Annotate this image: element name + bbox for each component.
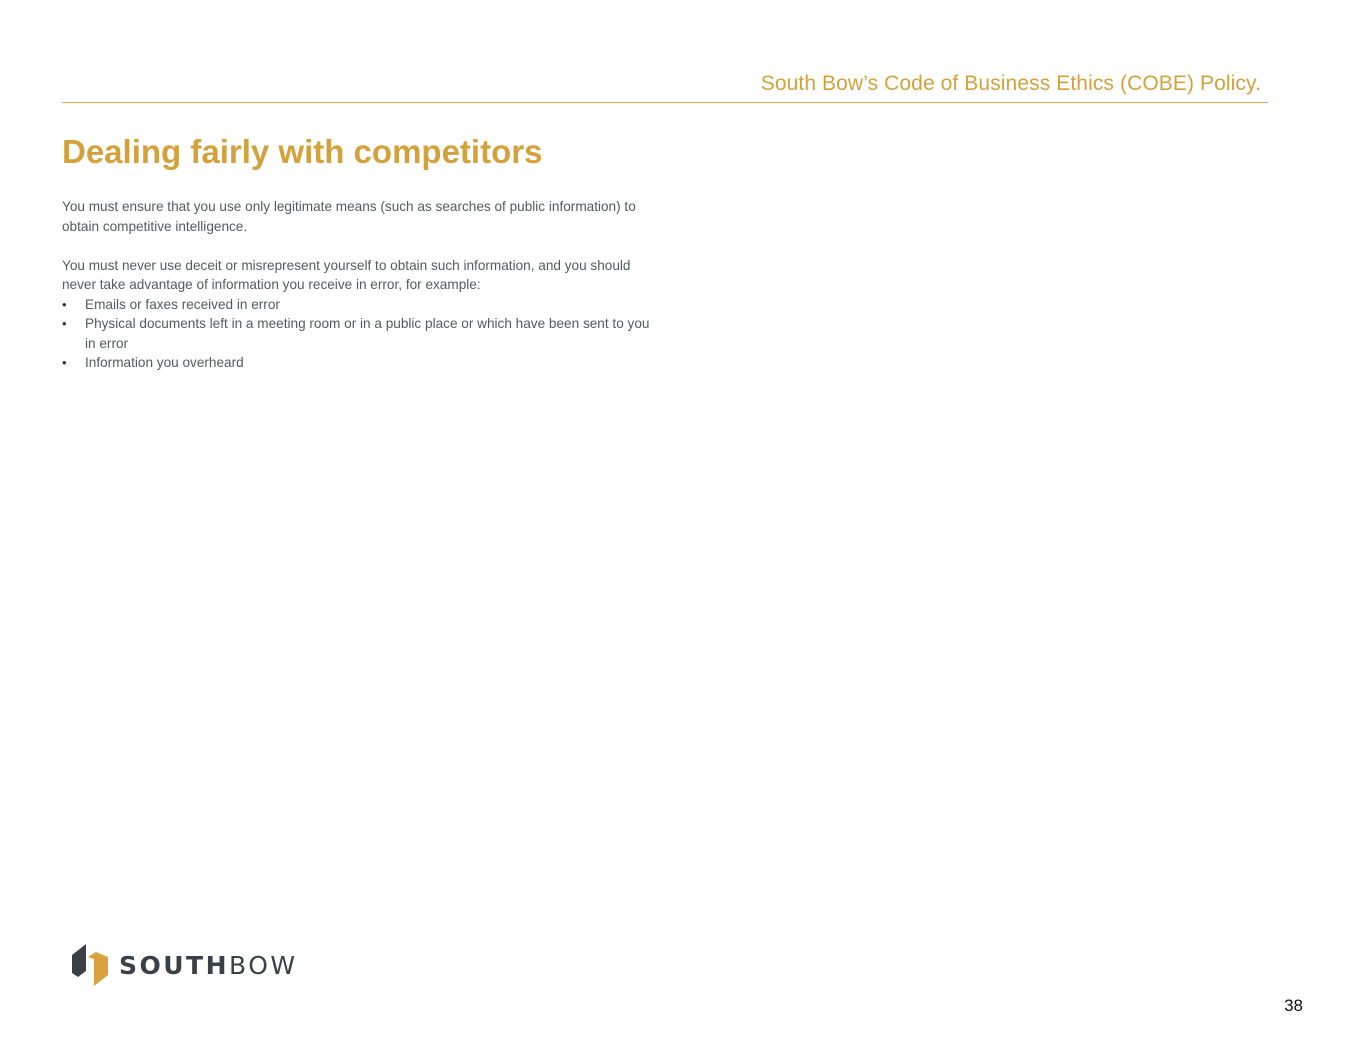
paragraph-legitimate-means: You must ensure that you use only legitimate means (such as searches of public information) to obtain competitive intelligence. — [62, 199, 636, 234]
page-title: Dealing fairly with competitors — [62, 133, 543, 170]
page-number: 38 — [1284, 996, 1303, 1015]
examples-list — [62, 295, 662, 373]
logo-text-south: SOUTH — [119, 950, 230, 980]
bullet-icon: • — [62, 355, 67, 370]
southbow-logo — [70, 943, 298, 987]
list-item — [62, 314, 662, 353]
header-divider — [62, 102, 1268, 103]
paragraph-never-deceit: You must never use deceit or misrepresent yourself to obtain such information, and you should never take advantage of information you receive in error, for example: — [62, 257, 631, 292]
document-header-title: South Bow’s Code of Business Ethics (COBE) Policy. — [760, 72, 1261, 95]
list-item-text: Physical documents left in a meeting room or in a public place or which have been sent to you in error — [85, 316, 650, 351]
southbow-logo-wordmark — [119, 951, 298, 980]
southbow-logo-mark-icon — [70, 943, 110, 987]
list-item — [62, 353, 662, 373]
list-item-text: Information you overheard — [85, 355, 244, 370]
list-item — [62, 295, 662, 315]
logo-text-bow: BOW — [229, 950, 298, 980]
bullet-icon: • — [62, 316, 67, 331]
list-item-text: Emails or faxes received in error — [85, 296, 280, 312]
section-body — [62, 197, 662, 373]
bullet-icon: • — [62, 296, 67, 312]
